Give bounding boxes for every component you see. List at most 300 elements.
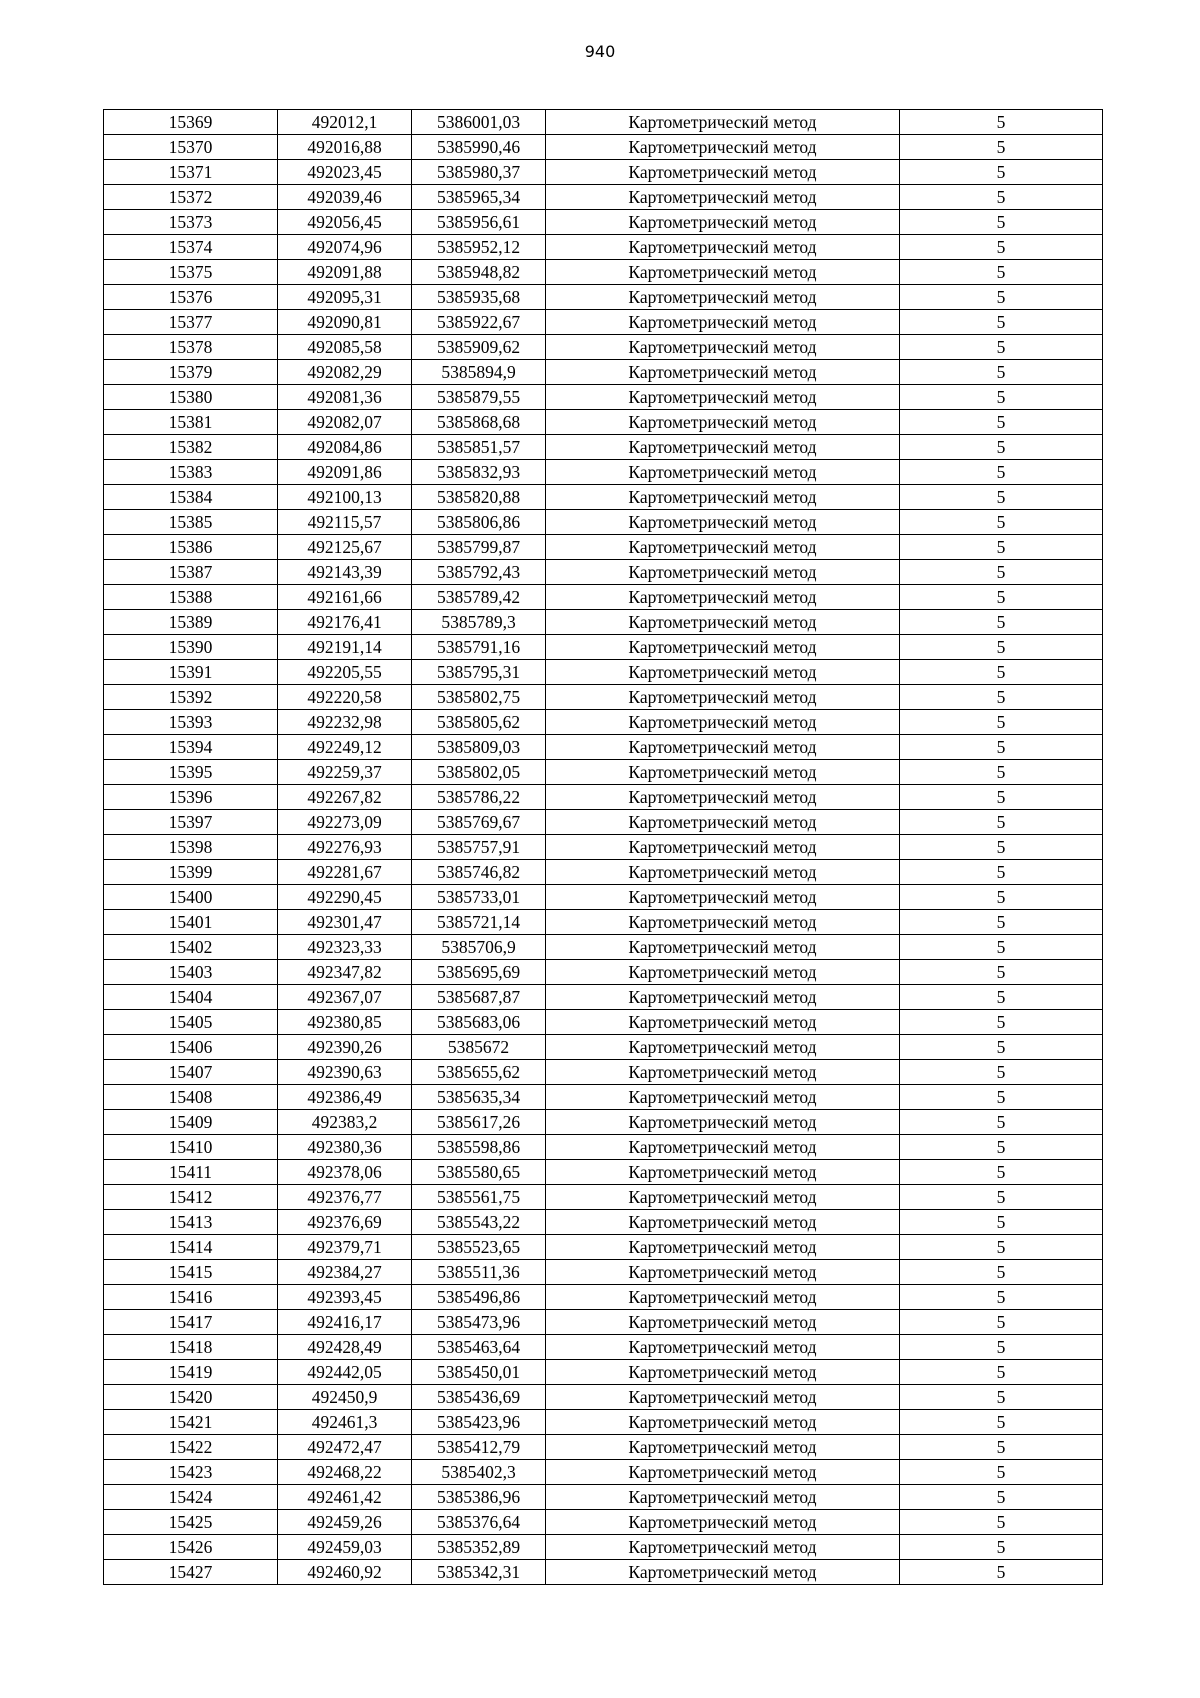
table-row — [104, 1035, 1103, 1060]
x-coordinate-cell: 492290,45 — [278, 885, 412, 910]
x-coordinate-cell: 492281,67 — [278, 860, 412, 885]
y-coordinate-cell: 5385496,86 — [412, 1285, 546, 1310]
x-coordinate-cell: 492085,58 — [278, 335, 412, 360]
x-coordinate-cell: 492249,12 — [278, 735, 412, 760]
table-row — [104, 585, 1103, 610]
y-coordinate-cell: 5385655,62 — [412, 1060, 546, 1085]
method-cell: Картометрический метод — [546, 1110, 900, 1135]
coordinates-table — [103, 109, 1103, 1585]
y-coordinate-cell: 5385757,91 — [412, 835, 546, 860]
x-coordinate-cell: 492323,33 — [278, 935, 412, 960]
method-cell: Картометрический метод — [546, 510, 900, 535]
table-row — [104, 835, 1103, 860]
method-cell: Картометрический метод — [546, 1060, 900, 1085]
y-coordinate-cell: 5385769,67 — [412, 810, 546, 835]
error-cell: 5 — [900, 1235, 1103, 1260]
point-number-cell: 15397 — [104, 810, 278, 835]
error-cell: 5 — [900, 585, 1103, 610]
x-coordinate-cell: 492384,27 — [278, 1260, 412, 1285]
table-row — [104, 710, 1103, 735]
x-coordinate-cell: 492082,07 — [278, 410, 412, 435]
y-coordinate-cell: 5385802,05 — [412, 760, 546, 785]
y-coordinate-cell: 5385423,96 — [412, 1410, 546, 1435]
y-coordinate-cell: 5385802,75 — [412, 685, 546, 710]
table-row — [104, 785, 1103, 810]
x-coordinate-cell: 492367,07 — [278, 985, 412, 1010]
point-number-cell: 15373 — [104, 210, 278, 235]
point-number-cell: 15391 — [104, 660, 278, 685]
table-row — [104, 310, 1103, 335]
point-number-cell: 15419 — [104, 1360, 278, 1385]
method-cell: Картометрический метод — [546, 1035, 900, 1060]
table-row — [104, 1110, 1103, 1135]
x-coordinate-cell: 492459,26 — [278, 1510, 412, 1535]
point-number-cell: 15369 — [104, 110, 278, 135]
x-coordinate-cell: 492347,82 — [278, 960, 412, 985]
y-coordinate-cell: 5385386,96 — [412, 1485, 546, 1510]
method-cell: Картометрический метод — [546, 1410, 900, 1435]
x-coordinate-cell: 492273,09 — [278, 810, 412, 835]
x-coordinate-cell: 492378,06 — [278, 1160, 412, 1185]
y-coordinate-cell: 5385868,68 — [412, 410, 546, 435]
x-coordinate-cell: 492376,69 — [278, 1210, 412, 1235]
x-coordinate-cell: 492393,45 — [278, 1285, 412, 1310]
method-cell: Картометрический метод — [546, 285, 900, 310]
x-coordinate-cell: 492380,36 — [278, 1135, 412, 1160]
point-number-cell: 15382 — [104, 435, 278, 460]
point-number-cell: 15407 — [104, 1060, 278, 1085]
x-coordinate-cell: 492460,92 — [278, 1560, 412, 1585]
x-coordinate-cell: 492091,86 — [278, 460, 412, 485]
method-cell: Картометрический метод — [546, 1185, 900, 1210]
y-coordinate-cell: 5385952,12 — [412, 235, 546, 260]
method-cell: Картометрический метод — [546, 1135, 900, 1160]
table-row — [104, 635, 1103, 660]
table-row — [104, 1060, 1103, 1085]
method-cell: Картометрический метод — [546, 410, 900, 435]
point-number-cell: 15427 — [104, 1560, 278, 1585]
y-coordinate-cell: 5385909,62 — [412, 335, 546, 360]
y-coordinate-cell: 5385795,31 — [412, 660, 546, 685]
table-row — [104, 135, 1103, 160]
error-cell: 5 — [900, 1110, 1103, 1135]
y-coordinate-cell: 5385463,64 — [412, 1335, 546, 1360]
x-coordinate-cell: 492379,71 — [278, 1235, 412, 1260]
x-coordinate-cell: 492016,88 — [278, 135, 412, 160]
method-cell: Картометрический метод — [546, 210, 900, 235]
method-cell: Картометрический метод — [546, 1535, 900, 1560]
y-coordinate-cell: 5385990,46 — [412, 135, 546, 160]
method-cell: Картометрический метод — [546, 585, 900, 610]
table-row — [104, 1185, 1103, 1210]
x-coordinate-cell: 492100,13 — [278, 485, 412, 510]
x-coordinate-cell: 492461,3 — [278, 1410, 412, 1435]
x-coordinate-cell: 492143,39 — [278, 560, 412, 585]
y-coordinate-cell: 5385879,55 — [412, 385, 546, 410]
error-cell: 5 — [900, 460, 1103, 485]
method-cell: Картометрический метод — [546, 935, 900, 960]
y-coordinate-cell: 5385635,34 — [412, 1085, 546, 1110]
x-coordinate-cell: 492090,81 — [278, 310, 412, 335]
x-coordinate-cell: 492276,93 — [278, 835, 412, 860]
method-cell: Картометрический метод — [546, 360, 900, 385]
point-number-cell: 15406 — [104, 1035, 278, 1060]
method-cell: Картометрический метод — [546, 1285, 900, 1310]
point-number-cell: 15395 — [104, 760, 278, 785]
table-row — [104, 385, 1103, 410]
y-coordinate-cell: 5385746,82 — [412, 860, 546, 885]
y-coordinate-cell: 5385706,9 — [412, 935, 546, 960]
table-row — [104, 1085, 1103, 1110]
table-row — [104, 460, 1103, 485]
page-number: 940 — [584, 42, 616, 61]
point-number-cell: 15374 — [104, 235, 278, 260]
error-cell: 5 — [900, 785, 1103, 810]
point-number-cell: 15410 — [104, 1135, 278, 1160]
error-cell: 5 — [900, 1135, 1103, 1160]
point-number-cell: 15423 — [104, 1460, 278, 1485]
table-row — [104, 510, 1103, 535]
method-cell: Картометрический метод — [546, 1435, 900, 1460]
point-number-cell: 15401 — [104, 910, 278, 935]
error-cell: 5 — [900, 885, 1103, 910]
method-cell: Картометрический метод — [546, 335, 900, 360]
table-row — [104, 885, 1103, 910]
y-coordinate-cell: 5385965,34 — [412, 185, 546, 210]
x-coordinate-cell: 492220,58 — [278, 685, 412, 710]
x-coordinate-cell: 492161,66 — [278, 585, 412, 610]
y-coordinate-cell: 5385450,01 — [412, 1360, 546, 1385]
table-row — [104, 160, 1103, 185]
x-coordinate-cell: 492176,41 — [278, 610, 412, 635]
y-coordinate-cell: 5385805,62 — [412, 710, 546, 735]
error-cell: 5 — [900, 1285, 1103, 1310]
error-cell: 5 — [900, 810, 1103, 835]
method-cell: Картометрический метод — [546, 960, 900, 985]
y-coordinate-cell: 5385851,57 — [412, 435, 546, 460]
method-cell: Картометрический метод — [546, 835, 900, 860]
x-coordinate-cell: 492461,42 — [278, 1485, 412, 1510]
method-cell: Картометрический метод — [546, 160, 900, 185]
error-cell: 5 — [900, 1185, 1103, 1210]
method-cell: Картометрический метод — [546, 1385, 900, 1410]
error-cell: 5 — [900, 685, 1103, 710]
method-cell: Картометрический метод — [546, 1235, 900, 1260]
method-cell: Картометрический метод — [546, 1085, 900, 1110]
method-cell: Картометрический метод — [546, 185, 900, 210]
point-number-cell: 15413 — [104, 1210, 278, 1235]
point-number-cell: 15388 — [104, 585, 278, 610]
y-coordinate-cell: 5385598,86 — [412, 1135, 546, 1160]
error-cell: 5 — [900, 1560, 1103, 1585]
error-cell: 5 — [900, 910, 1103, 935]
method-cell: Картометрический метод — [546, 1560, 900, 1585]
error-cell: 5 — [900, 1485, 1103, 1510]
point-number-cell: 15415 — [104, 1260, 278, 1285]
y-coordinate-cell: 5385922,67 — [412, 310, 546, 335]
y-coordinate-cell: 5385894,9 — [412, 360, 546, 385]
x-coordinate-cell: 492074,96 — [278, 235, 412, 260]
error-cell: 5 — [900, 1160, 1103, 1185]
error-cell: 5 — [900, 1410, 1103, 1435]
point-number-cell: 15396 — [104, 785, 278, 810]
error-cell: 5 — [900, 1535, 1103, 1560]
table-row — [104, 560, 1103, 585]
table-row — [104, 410, 1103, 435]
point-number-cell: 15376 — [104, 285, 278, 310]
point-number-cell: 15370 — [104, 135, 278, 160]
x-coordinate-cell: 492056,45 — [278, 210, 412, 235]
x-coordinate-cell: 492205,55 — [278, 660, 412, 685]
y-coordinate-cell: 5385672 — [412, 1035, 546, 1060]
x-coordinate-cell: 492472,47 — [278, 1435, 412, 1460]
x-coordinate-cell: 492125,67 — [278, 535, 412, 560]
table-row — [104, 260, 1103, 285]
method-cell: Картометрический метод — [546, 1510, 900, 1535]
x-coordinate-cell: 492081,36 — [278, 385, 412, 410]
x-coordinate-cell: 492442,05 — [278, 1360, 412, 1385]
point-number-cell: 15398 — [104, 835, 278, 860]
table-row — [104, 960, 1103, 985]
method-cell: Картометрический метод — [546, 1210, 900, 1235]
point-number-cell: 15394 — [104, 735, 278, 760]
table-row — [104, 735, 1103, 760]
method-cell: Картометрический метод — [546, 1010, 900, 1035]
method-cell: Картометрический метод — [546, 310, 900, 335]
method-cell: Картометрический метод — [546, 385, 900, 410]
table-row — [104, 1460, 1103, 1485]
x-coordinate-cell: 492082,29 — [278, 360, 412, 385]
point-number-cell: 15393 — [104, 710, 278, 735]
table-row — [104, 1385, 1103, 1410]
table-row — [104, 335, 1103, 360]
error-cell: 5 — [900, 935, 1103, 960]
point-number-cell: 15384 — [104, 485, 278, 510]
point-number-cell: 15381 — [104, 410, 278, 435]
table-row — [104, 1435, 1103, 1460]
point-number-cell: 15392 — [104, 685, 278, 710]
table-row — [104, 1160, 1103, 1185]
method-cell: Картометрический метод — [546, 535, 900, 560]
point-number-cell: 15408 — [104, 1085, 278, 1110]
method-cell: Картометрический метод — [546, 235, 900, 260]
table-row — [104, 760, 1103, 785]
table-row — [104, 210, 1103, 235]
point-number-cell: 15409 — [104, 1110, 278, 1135]
method-cell: Картометрический метод — [546, 760, 900, 785]
table-row — [104, 485, 1103, 510]
x-coordinate-cell: 492428,49 — [278, 1335, 412, 1360]
y-coordinate-cell: 5385436,69 — [412, 1385, 546, 1410]
error-cell: 5 — [900, 535, 1103, 560]
y-coordinate-cell: 5385792,43 — [412, 560, 546, 585]
error-cell: 5 — [900, 1460, 1103, 1485]
coordinates-table-body — [104, 110, 1103, 1585]
point-number-cell: 15378 — [104, 335, 278, 360]
point-number-cell: 15416 — [104, 1285, 278, 1310]
y-coordinate-cell: 5385376,64 — [412, 1510, 546, 1535]
y-coordinate-cell: 5385956,61 — [412, 210, 546, 235]
x-coordinate-cell: 492012,1 — [278, 110, 412, 135]
point-number-cell: 15377 — [104, 310, 278, 335]
x-coordinate-cell: 492386,49 — [278, 1085, 412, 1110]
y-coordinate-cell: 5385352,89 — [412, 1535, 546, 1560]
table-row — [104, 185, 1103, 210]
y-coordinate-cell: 5385789,42 — [412, 585, 546, 610]
error-cell: 5 — [900, 1385, 1103, 1410]
point-number-cell: 15421 — [104, 1410, 278, 1435]
table-row — [104, 1210, 1103, 1235]
error-cell: 5 — [900, 860, 1103, 885]
error-cell: 5 — [900, 710, 1103, 735]
table-row — [104, 860, 1103, 885]
x-coordinate-cell: 492267,82 — [278, 785, 412, 810]
y-coordinate-cell: 5385799,87 — [412, 535, 546, 560]
y-coordinate-cell: 5385791,16 — [412, 635, 546, 660]
y-coordinate-cell: 5385948,82 — [412, 260, 546, 285]
point-number-cell: 15424 — [104, 1485, 278, 1510]
table-row — [104, 1310, 1103, 1335]
y-coordinate-cell: 5385786,22 — [412, 785, 546, 810]
error-cell: 5 — [900, 610, 1103, 635]
point-number-cell: 15417 — [104, 1310, 278, 1335]
error-cell: 5 — [900, 835, 1103, 860]
method-cell: Картометрический метод — [546, 860, 900, 885]
y-coordinate-cell: 5385617,26 — [412, 1110, 546, 1135]
error-cell: 5 — [900, 210, 1103, 235]
table-row — [104, 1335, 1103, 1360]
method-cell: Картометрический метод — [546, 885, 900, 910]
error-cell: 5 — [900, 1360, 1103, 1385]
error-cell: 5 — [900, 285, 1103, 310]
table-row — [104, 1560, 1103, 1585]
method-cell: Картометрический метод — [546, 110, 900, 135]
error-cell: 5 — [900, 1085, 1103, 1110]
point-number-cell: 15422 — [104, 1435, 278, 1460]
y-coordinate-cell: 5385695,69 — [412, 960, 546, 985]
point-number-cell: 15375 — [104, 260, 278, 285]
method-cell: Картометрический метод — [546, 1310, 900, 1335]
error-cell: 5 — [900, 1210, 1103, 1235]
table-row — [104, 110, 1103, 135]
x-coordinate-cell: 492115,57 — [278, 510, 412, 535]
method-cell: Картометрический метод — [546, 735, 900, 760]
point-number-cell: 15385 — [104, 510, 278, 535]
table-row — [104, 810, 1103, 835]
x-coordinate-cell: 492095,31 — [278, 285, 412, 310]
x-coordinate-cell: 492039,46 — [278, 185, 412, 210]
y-coordinate-cell: 5385733,01 — [412, 885, 546, 910]
x-coordinate-cell: 492376,77 — [278, 1185, 412, 1210]
table-row — [104, 685, 1103, 710]
y-coordinate-cell: 5385687,87 — [412, 985, 546, 1010]
point-number-cell: 15389 — [104, 610, 278, 635]
error-cell: 5 — [900, 435, 1103, 460]
method-cell: Картометрический метод — [546, 660, 900, 685]
table-row — [104, 935, 1103, 960]
table-row — [104, 1260, 1103, 1285]
x-coordinate-cell: 492416,17 — [278, 1310, 412, 1335]
point-number-cell: 15379 — [104, 360, 278, 385]
error-cell: 5 — [900, 635, 1103, 660]
x-coordinate-cell: 492390,63 — [278, 1060, 412, 1085]
point-number-cell: 15414 — [104, 1235, 278, 1260]
table-row — [104, 1135, 1103, 1160]
table-row — [104, 235, 1103, 260]
method-cell: Картометрический метод — [546, 635, 900, 660]
x-coordinate-cell: 492191,14 — [278, 635, 412, 660]
method-cell: Картометрический метод — [546, 985, 900, 1010]
point-number-cell: 15399 — [104, 860, 278, 885]
table-row — [104, 1535, 1103, 1560]
y-coordinate-cell: 5385820,88 — [412, 485, 546, 510]
x-coordinate-cell: 492301,47 — [278, 910, 412, 935]
method-cell: Картометрический метод — [546, 260, 900, 285]
error-cell: 5 — [900, 135, 1103, 160]
point-number-cell: 15411 — [104, 1160, 278, 1185]
table-row — [104, 1235, 1103, 1260]
table-row — [104, 535, 1103, 560]
table-row — [104, 610, 1103, 635]
y-coordinate-cell: 5385683,06 — [412, 1010, 546, 1035]
error-cell: 5 — [900, 310, 1103, 335]
error-cell: 5 — [900, 1335, 1103, 1360]
y-coordinate-cell: 5385342,31 — [412, 1560, 546, 1585]
point-number-cell: 15403 — [104, 960, 278, 985]
table-row — [104, 985, 1103, 1010]
method-cell: Картометрический метод — [546, 560, 900, 585]
point-number-cell: 15420 — [104, 1385, 278, 1410]
method-cell: Картометрический метод — [546, 785, 900, 810]
error-cell: 5 — [900, 1435, 1103, 1460]
point-number-cell: 15405 — [104, 1010, 278, 1035]
y-coordinate-cell: 5386001,03 — [412, 110, 546, 135]
y-coordinate-cell: 5385832,93 — [412, 460, 546, 485]
error-cell: 5 — [900, 360, 1103, 385]
x-coordinate-cell: 492380,85 — [278, 1010, 412, 1035]
error-cell: 5 — [900, 485, 1103, 510]
point-number-cell: 15418 — [104, 1335, 278, 1360]
method-cell: Картометрический метод — [546, 135, 900, 160]
table-row — [104, 1010, 1103, 1035]
x-coordinate-cell: 492459,03 — [278, 1535, 412, 1560]
table-row — [104, 435, 1103, 460]
y-coordinate-cell: 5385980,37 — [412, 160, 546, 185]
x-coordinate-cell: 492390,26 — [278, 1035, 412, 1060]
error-cell: 5 — [900, 160, 1103, 185]
x-coordinate-cell: 492232,98 — [278, 710, 412, 735]
method-cell: Картометрический метод — [546, 1260, 900, 1285]
error-cell: 5 — [900, 560, 1103, 585]
error-cell: 5 — [900, 760, 1103, 785]
y-coordinate-cell: 5385789,3 — [412, 610, 546, 635]
error-cell: 5 — [900, 1060, 1103, 1085]
method-cell: Картометрический метод — [546, 460, 900, 485]
x-coordinate-cell: 492023,45 — [278, 160, 412, 185]
x-coordinate-cell: 492468,22 — [278, 1460, 412, 1485]
method-cell: Картометрический метод — [546, 1485, 900, 1510]
y-coordinate-cell: 5385402,3 — [412, 1460, 546, 1485]
method-cell: Картометрический метод — [546, 685, 900, 710]
y-coordinate-cell: 5385412,79 — [412, 1435, 546, 1460]
table-row — [104, 1510, 1103, 1535]
error-cell: 5 — [900, 1035, 1103, 1060]
y-coordinate-cell: 5385806,86 — [412, 510, 546, 535]
method-cell: Картометрический метод — [546, 910, 900, 935]
point-number-cell: 15400 — [104, 885, 278, 910]
method-cell: Картометрический метод — [546, 610, 900, 635]
method-cell: Картометрический метод — [546, 710, 900, 735]
